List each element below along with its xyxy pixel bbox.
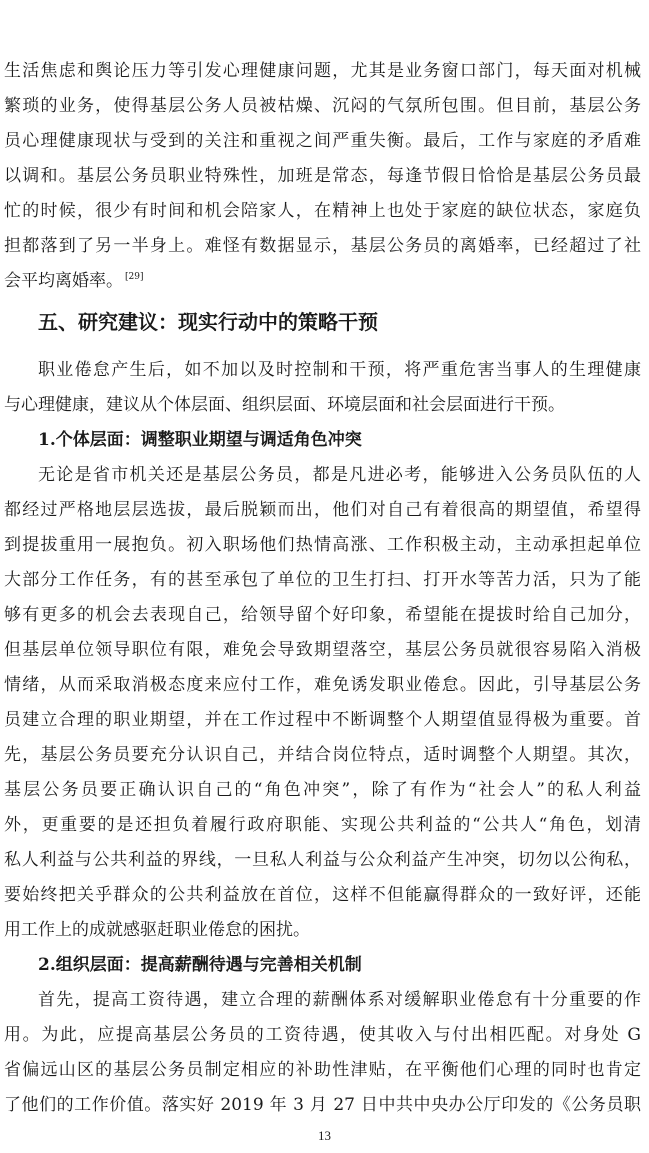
paragraph-line: 员心理健康现状与受到的关注和重视之间严重失衡。最后，工作与家庭的矛盾难 — [4, 131, 641, 151]
paragraph-line: 无论是省市机关还是基层公务员，都是凡进必考，能够进入公务员队伍的人 — [38, 465, 641, 485]
paragraph-line: 繁琐的业务，使得基层公务人员被枯燥、沉闷的气氛所包围。但目前，基层公务 — [4, 96, 641, 116]
paragraph-line: 担都落到了另一半身上。难怪有数据显示，基层公务员的离婚率，已经超过了社 — [4, 236, 641, 256]
paragraph-line: 情绪，从而采取消极态度来应付工作，难免诱发职业倦怠。因此，引导基层公务 — [4, 675, 641, 695]
paragraph-line: 与心理健康，建议从个体层面、组织层面、环境层面和社会层面进行干预。 — [4, 395, 565, 415]
paragraph-line: 忙的时候，很少有时间和机会陪家人，在精神上也处于家庭的缺位状态，家庭负 — [4, 201, 641, 221]
paragraph-line: 私人利益与公共利益的界线，一旦私人利益与公众利益产生冲突，切勿以公徇私， — [4, 850, 641, 870]
paragraph-line: 到提拔重用一展抱负。初入职场他们热情高涨、工作积极主动，主动承担起单位 — [4, 535, 641, 555]
paragraph-line: 都经过严格地层层选拔，最后脱颖而出，他们对自己有着很高的期望值，希望得 — [4, 500, 641, 520]
paragraph-line: 大部分工作任务，有的甚至承包了单位的卫生打扫、打开水等苦力活，只为了能 — [4, 570, 641, 590]
paragraph-line: 职业倦怠产生后，如不加以及时控制和干预，将严重危害当事人的生理健康 — [38, 360, 641, 380]
paragraph-line: 首先，提高工资待遇，建立合理的薪酬体系对缓解职业倦怠有十分重要的作 — [38, 990, 641, 1010]
paragraph-last-line — [4, 266, 641, 296]
paragraph-line: 省偏远山区的基层公务员制定相应的补助性津贴，在平衡他们心理的同时也肯定 — [4, 1060, 641, 1080]
page-number: 13 — [318, 1128, 331, 1143]
paragraph-line: 先，基层公务员要充分认识自己，并结合岗位特点，适时调整个人期望。其次， — [4, 745, 641, 765]
paragraph-line: 员建立合理的职业期望，并在工作过程中不断调整个人期望值显得极为重要。首 — [4, 710, 641, 730]
paragraph-line: 外，更重要的是还担负着履行政府职能、实现公共利益的“公共人“角色，划清 — [4, 815, 641, 835]
subsection-heading-1: 1.个体层面：调整职业期望与调适角色冲突 — [38, 430, 362, 450]
paragraph-line: 生活焦虑和舆论压力等引发心理健康问题，尤其是业务窗口部门，每天面对机械 — [4, 61, 641, 81]
paragraph-line: 基层公务员要正确认识自己的“角色冲突”，除了有作为“社会人”的私人利益 — [4, 780, 641, 800]
citation-marker: [29] — [125, 272, 144, 283]
paragraph-line: 用。为此，应提高基层公务员的工资待遇，使其收入与付出相匹配。对身处 G — [4, 1025, 641, 1045]
paragraph-line: 以调和。基层公务员职业特殊性，加班是常态，每逢节假日恰恰是基层公务员最 — [4, 166, 641, 186]
subsection-heading-2: 2.组织层面：提高薪酬待遇与完善相关机制 — [38, 955, 362, 975]
paragraph-line: 了他们的工作价值。落实好 2019 年 3 月 27 日中共中央办公厅印发的《公务员职 — [4, 1095, 641, 1115]
paragraph-line: 但基层单位领导职位有限，难免会导致期望落空，基层公务员就很容易陷入消极 — [4, 640, 641, 660]
paragraph-line: 用工作上的成就感驱赶职业倦怠的困扰。 — [4, 920, 310, 940]
paragraph-line: 够有更多的机会去表现自己，给领导留个好印象，希望能在提拔时给自己加分， — [4, 605, 641, 625]
section-heading: 五、研究建议：现实行动中的策略干预 — [38, 310, 378, 334]
paragraph-text: 会平均离婚率。 — [4, 271, 123, 291]
paragraph-line: 要始终把关乎群众的公共利益放在首位，这样不但能赢得群众的一致好评，还能 — [4, 885, 641, 905]
